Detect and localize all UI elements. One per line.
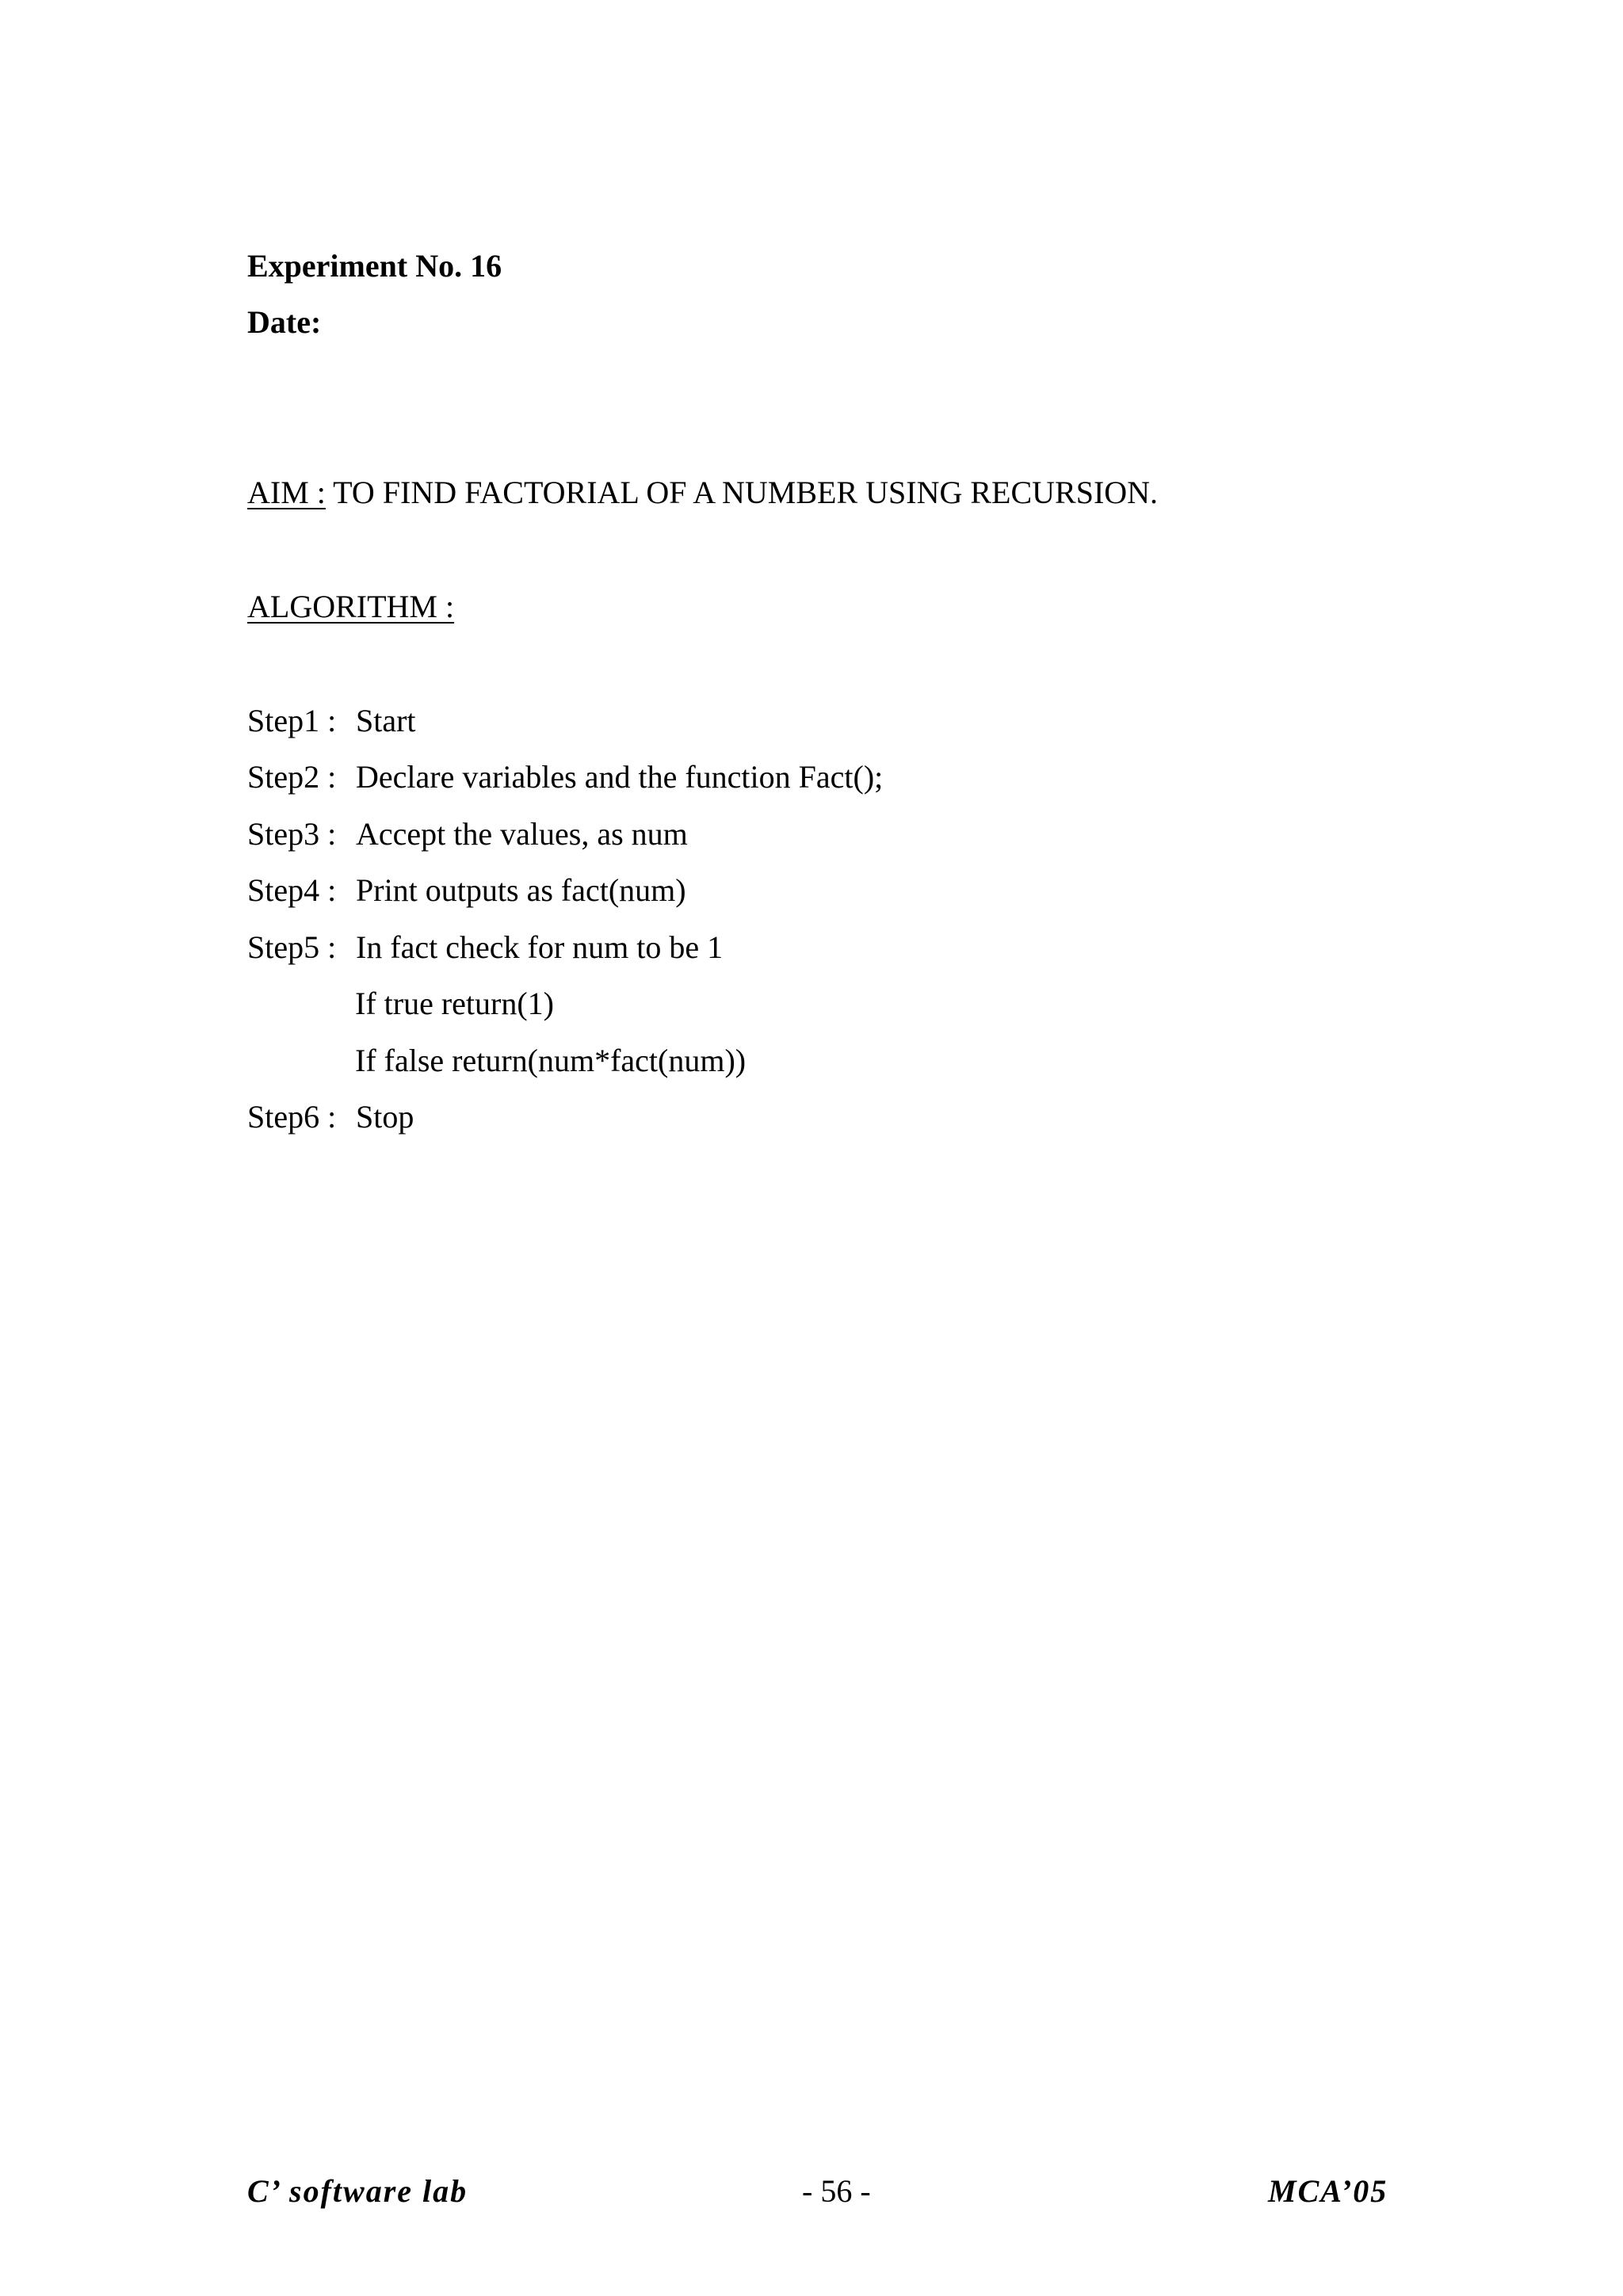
step-text: Print outputs as fact(num) bbox=[356, 872, 686, 908]
algorithm-step bbox=[247, 758, 883, 796]
step-label: Step6 : bbox=[247, 1099, 337, 1135]
footer-page-number: - 56 - bbox=[802, 2173, 871, 2209]
step-label: Step1 : bbox=[247, 703, 337, 738]
experiment-title: Experiment No. 16 bbox=[247, 248, 502, 284]
step-text: In fact check for num to be 1 bbox=[356, 929, 724, 965]
algorithm-heading: ALGORITHM : bbox=[247, 589, 455, 624]
date-label: Date: bbox=[247, 304, 322, 340]
algorithm-step bbox=[247, 871, 686, 910]
algorithm-step bbox=[247, 815, 688, 853]
step5-substep: If true return(1) bbox=[355, 986, 554, 1021]
step-text: Accept the values, as num bbox=[356, 816, 688, 852]
aim-text: TO FIND FACTORIAL OF A NUMBER USING RECURSION. bbox=[325, 475, 1159, 510]
algorithm-step bbox=[247, 929, 723, 967]
aim-label: AIM : bbox=[247, 475, 326, 510]
step-text: Start bbox=[356, 703, 416, 738]
step-label: Step4 : bbox=[247, 872, 337, 908]
algorithm-step bbox=[247, 702, 416, 740]
step-label: Step3 : bbox=[247, 816, 337, 852]
aim-line bbox=[247, 474, 1158, 512]
step-text: Declare variables and the function Fact(); bbox=[356, 759, 884, 795]
algorithm-step bbox=[247, 1098, 414, 1136]
step-label: Step2 : bbox=[247, 759, 337, 795]
footer-course: C’ software lab bbox=[247, 2173, 468, 2209]
step-text: Stop bbox=[356, 1099, 414, 1135]
footer-batch: MCA’05 bbox=[1268, 2173, 1388, 2209]
step-label: Step5 : bbox=[247, 929, 337, 965]
step5-substep: If false return(num*fact(num)) bbox=[355, 1043, 747, 1078]
